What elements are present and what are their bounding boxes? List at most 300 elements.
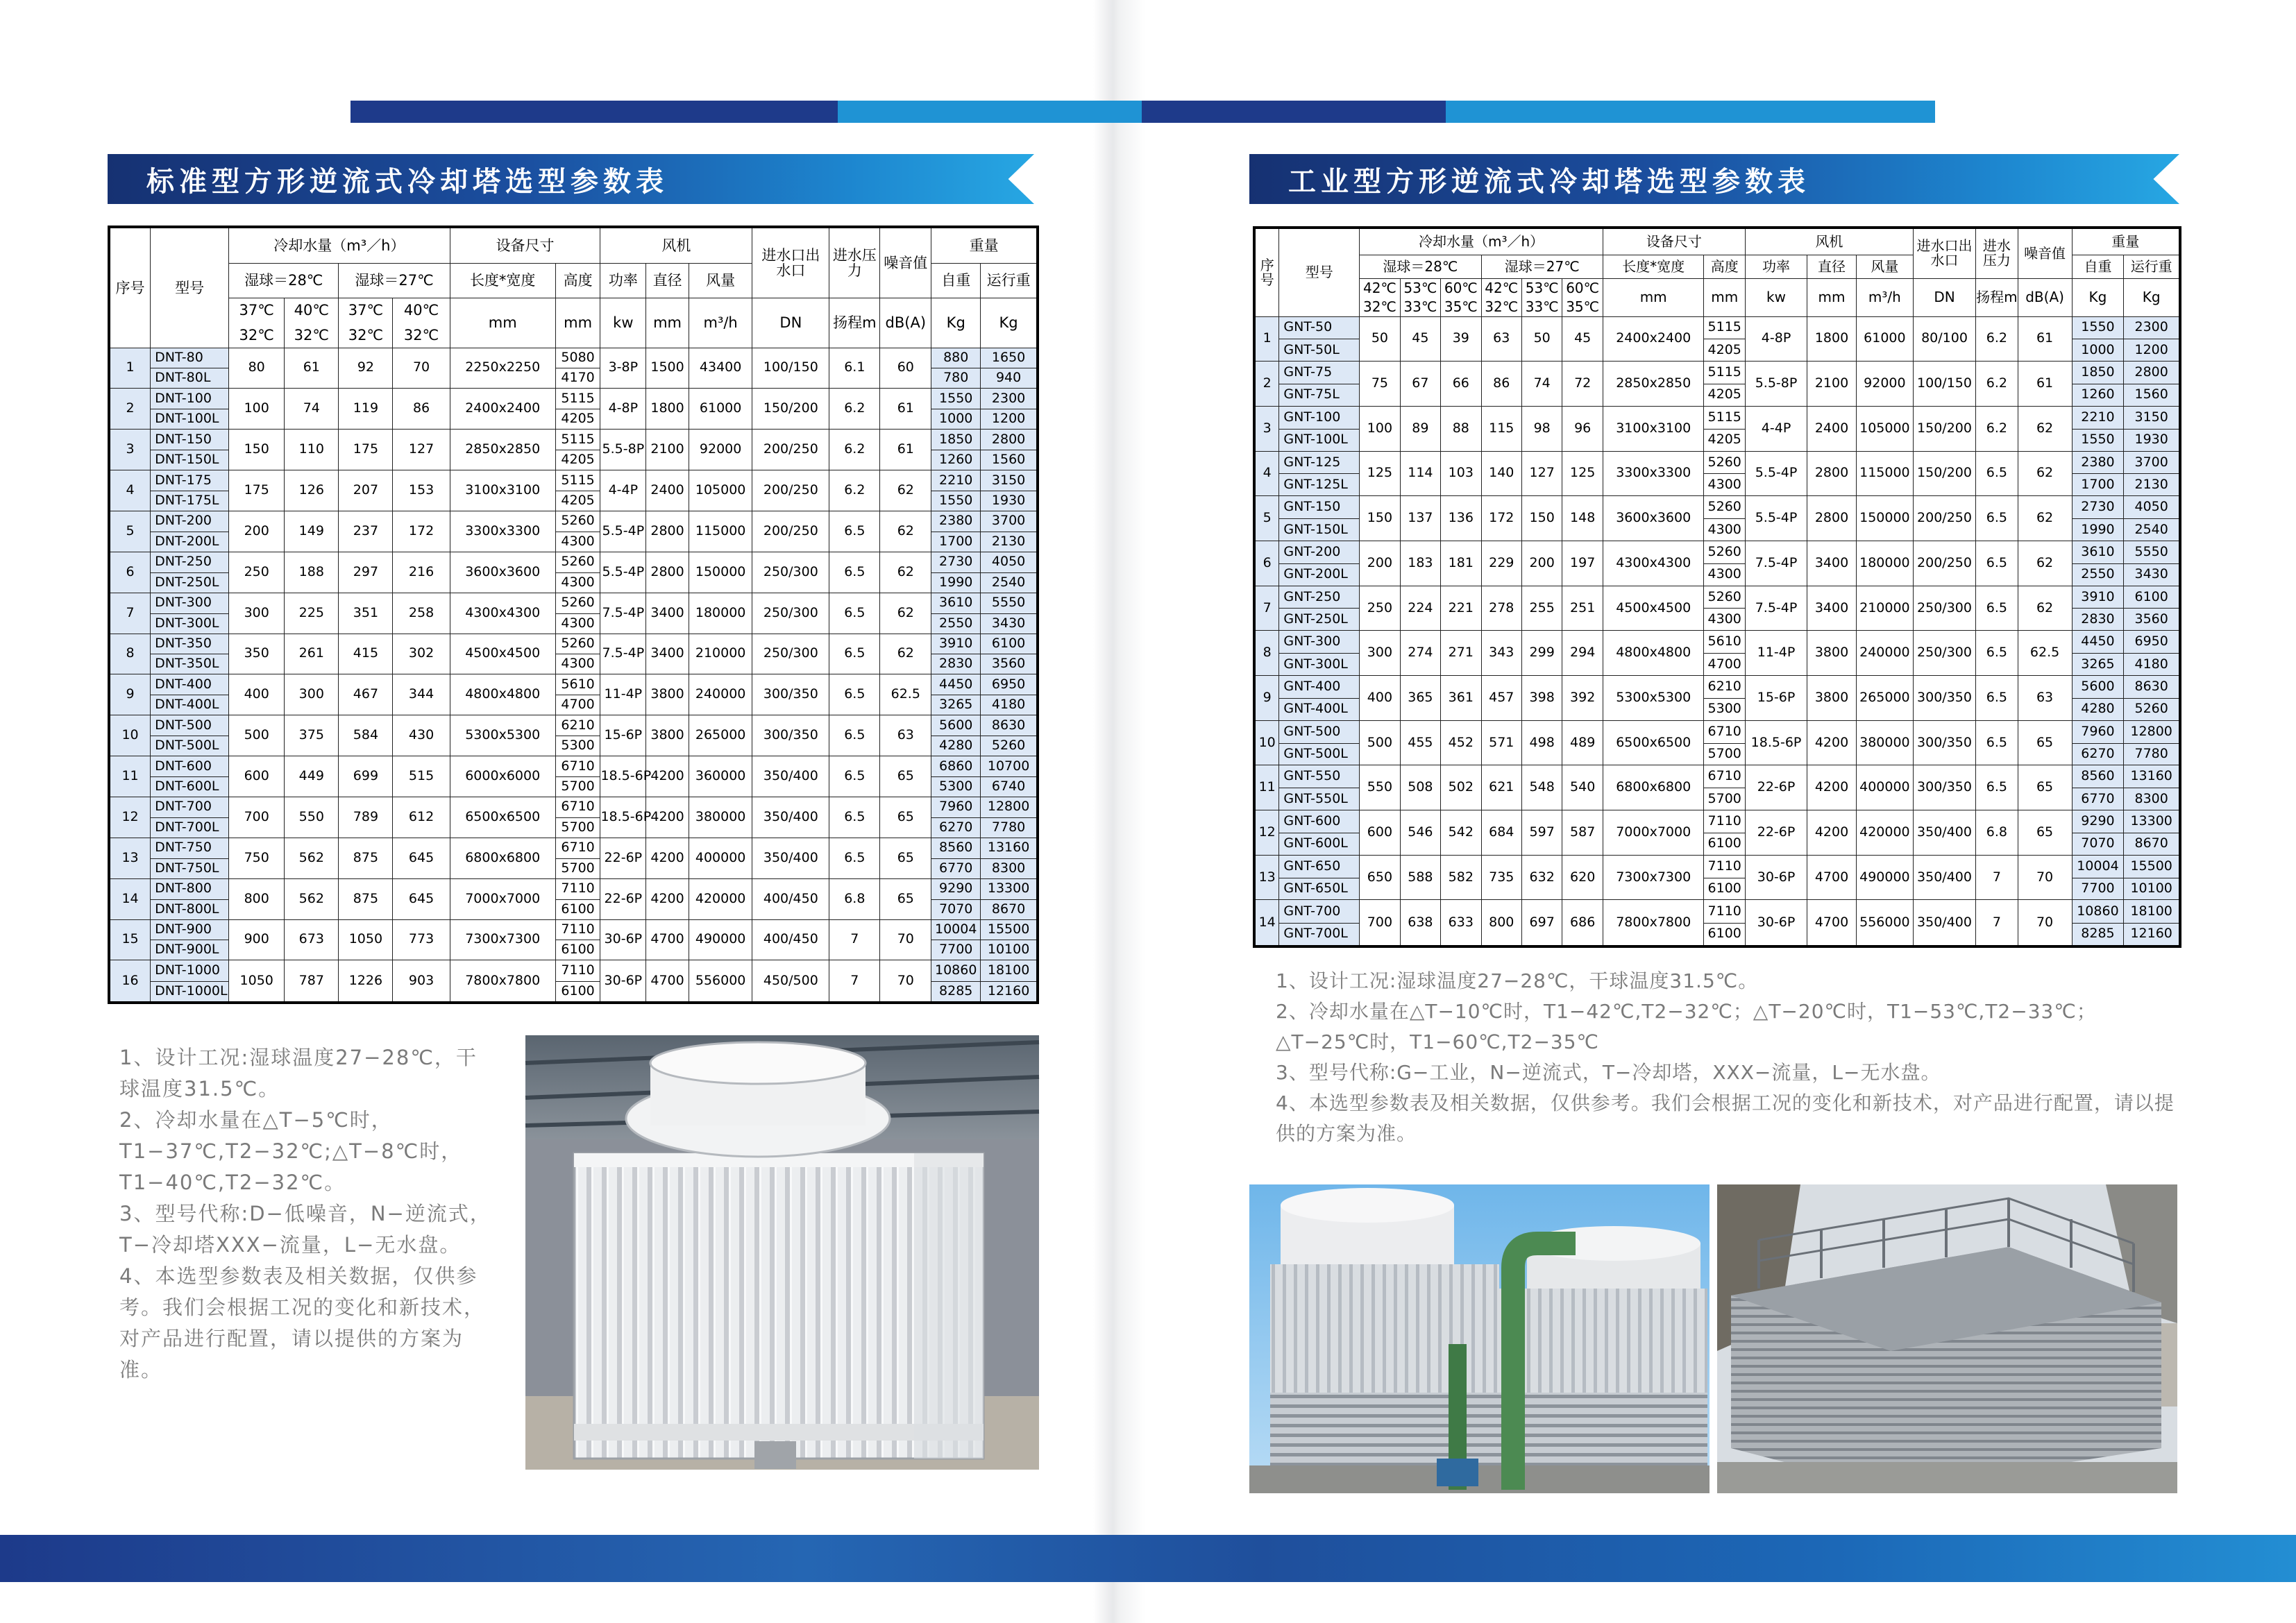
table-cell: 61 <box>2018 362 2072 407</box>
table-cell: 5.5-8P <box>600 430 646 470</box>
table-cell: 6800x6800 <box>450 838 555 878</box>
table-cell: 449 <box>285 756 339 797</box>
table-cell: 1500 <box>646 348 689 389</box>
pair-bottom: 8285 <box>931 981 980 1001</box>
pair-top: GNT-500 <box>1283 723 1341 739</box>
table-cell: 4700 <box>646 919 689 960</box>
col-header: 自重 <box>2072 255 2124 278</box>
pair-bottom: 12160 <box>2124 923 2179 945</box>
table-cell: 4-4P <box>600 470 646 511</box>
paired-cell <box>1704 496 1745 541</box>
paired-cell <box>931 593 981 634</box>
table-cell: 261 <box>285 634 339 674</box>
col-header: 序号 <box>109 227 151 348</box>
table-cell: 6.8 <box>829 878 880 919</box>
paired-cell <box>931 797 981 838</box>
unit-header: kw <box>600 298 646 348</box>
temp-header: 53℃ 33℃ <box>1400 278 1440 316</box>
pair-bottom: 4300 <box>1704 518 1744 541</box>
temp-header: 60℃ 35℃ <box>1441 278 1481 316</box>
pair-top: 13160 <box>987 840 1030 856</box>
table-cell: 114 <box>1400 451 1440 496</box>
table-cell: 62 <box>2018 586 2072 631</box>
pair-top: DNT-350 <box>155 636 212 651</box>
pair-bottom: GNT-125L <box>1279 473 1359 495</box>
table-cell: 6.5 <box>829 838 880 878</box>
pair-bottom: 6770 <box>2073 788 2124 810</box>
pair-top: 5260 <box>561 595 595 611</box>
paired-cell <box>151 756 229 797</box>
unit-header: mm <box>1807 278 1857 316</box>
pair-top: GNT-125 <box>1283 454 1341 470</box>
pair-bottom: 7070 <box>2073 833 2124 855</box>
pair-bottom: 3265 <box>931 695 980 715</box>
paired-cell <box>931 389 981 430</box>
table-cell: 556000 <box>1856 900 1913 946</box>
table-cell: 6000x6000 <box>450 756 555 797</box>
table-cell: 420000 <box>689 878 752 919</box>
pair-bottom: 4300 <box>556 532 600 552</box>
col-header: 自重 <box>931 263 981 298</box>
table-cell: 45 <box>1562 316 1603 362</box>
table-cell: 638 <box>1400 900 1440 946</box>
table-cell: 22-6P <box>1745 810 1807 856</box>
pair-top: 2380 <box>2081 454 2115 470</box>
table-cell: 70 <box>393 348 450 389</box>
left-notes <box>119 1042 498 1386</box>
paired-cell <box>555 756 600 797</box>
table-row <box>1254 720 2180 765</box>
table-cell: 4700 <box>1807 900 1857 946</box>
table-cell: 673 <box>285 919 339 960</box>
paired-cell <box>931 960 981 1003</box>
pair-top: 4450 <box>2081 634 2115 649</box>
pair-bottom: 4300 <box>1704 608 1744 630</box>
pair-top: 5115 <box>561 431 595 447</box>
pair-bottom: 6100 <box>556 899 600 919</box>
col-header: 风量 <box>689 263 752 298</box>
table-cell: 584 <box>339 715 393 756</box>
table-cell: 6.5 <box>1976 496 2018 541</box>
table-row <box>109 715 1038 756</box>
pair-top: 9290 <box>939 881 973 897</box>
pair-bottom: GNT-300L <box>1279 653 1359 675</box>
table-cell: 75 <box>1360 362 1400 407</box>
table-row <box>1254 631 2180 676</box>
pair-top: DNT-1000 <box>155 962 221 978</box>
col-header: 风机 <box>1745 228 1913 255</box>
table-row <box>1254 676 2180 721</box>
paired-cell <box>151 634 229 674</box>
pair-bottom: 3430 <box>2124 563 2179 586</box>
pair-top: 2800 <box>2134 364 2168 380</box>
table-row <box>109 470 1038 511</box>
table-cell: 5.5-4P <box>1745 496 1807 541</box>
paired-cell <box>2072 541 2124 586</box>
table-cell: 200 <box>229 511 285 552</box>
table-cell: 98 <box>1521 406 1562 451</box>
table-cell: 92 <box>339 348 393 389</box>
pair-top: DNT-800 <box>155 881 212 897</box>
left-title-banner <box>108 154 1034 204</box>
table-cell: 224 <box>1400 586 1440 631</box>
table-cell: 6.1 <box>829 348 880 389</box>
table-row <box>1254 316 2180 362</box>
note-item: 1、设计工况:湿球温度27−28℃，干球温度31.5℃。 <box>1276 969 1759 992</box>
paired-cell <box>2124 855 2180 900</box>
table-cell: 15-6P <box>600 715 646 756</box>
pair-top: 3610 <box>2081 543 2115 559</box>
pair-bottom: GNT-250L <box>1279 608 1359 630</box>
table-cell: 210000 <box>689 634 752 674</box>
table-cell: 6.5 <box>1976 720 2018 765</box>
table-cell: 361 <box>1441 676 1481 721</box>
table-cell: 240000 <box>689 674 752 715</box>
pair-bottom: 1200 <box>981 409 1036 429</box>
pair-top: 6950 <box>991 676 1026 692</box>
table-cell: 183 <box>1400 541 1440 586</box>
pair-top: 7110 <box>1707 813 1741 829</box>
table-cell: 400 <box>1360 676 1400 721</box>
table-cell: 12 <box>1254 810 1279 856</box>
pair-bottom: 4205 <box>1704 429 1744 451</box>
table-cell: 3400 <box>646 593 689 634</box>
pair-top: 3150 <box>2134 409 2168 425</box>
pair-top: 8630 <box>2134 678 2168 694</box>
pair-bottom: DNT-700L <box>151 817 228 838</box>
pair-top: 13160 <box>2130 768 2172 784</box>
table-cell: 86 <box>393 389 450 430</box>
industrial-spec-table <box>1253 226 2181 948</box>
table-cell: 7800x7800 <box>1603 900 1704 946</box>
pair-top: DNT-150 <box>155 431 212 447</box>
paired-cell <box>1704 810 1745 856</box>
table-cell: 10 <box>109 715 151 756</box>
paired-cell <box>2072 362 2124 407</box>
unit-header: 扬程m <box>1976 278 2018 316</box>
table-cell: 6500x6500 <box>1603 720 1704 765</box>
paired-cell <box>2124 496 2180 541</box>
pair-top: 3910 <box>939 636 973 651</box>
table-cell: 450/500 <box>752 960 829 1003</box>
table-cell: 172 <box>393 511 450 552</box>
pair-bottom: 8670 <box>2124 833 2179 855</box>
table-row <box>1254 586 2180 631</box>
paired-cell <box>2072 586 2124 631</box>
paired-cell <box>1279 451 1360 496</box>
paired-cell <box>1704 720 1745 765</box>
pair-bottom: 4700 <box>556 695 600 715</box>
pair-bottom: DNT-250L <box>151 572 228 593</box>
right-title: 工业型方形逆流式冷却塔选型参数表 <box>1288 165 1810 198</box>
table-cell: 63 <box>880 715 931 756</box>
table-cell: 360000 <box>689 756 752 797</box>
table-cell: 278 <box>1481 586 1521 631</box>
pair-bottom: 4180 <box>2124 653 2179 675</box>
pair-bottom: 6100 <box>1704 923 1744 945</box>
table-row <box>1254 496 2180 541</box>
table-cell: 4200 <box>1807 765 1857 810</box>
temp-header: 37℃ 32℃ <box>339 298 393 348</box>
paired-cell <box>555 511 600 552</box>
pair-top: 3910 <box>2081 588 2115 604</box>
table-cell: 61 <box>285 348 339 389</box>
pair-top: 1850 <box>2081 364 2115 380</box>
pair-bottom: GNT-150L <box>1279 518 1359 541</box>
table-cell: 5 <box>109 511 151 552</box>
table-cell: 4500x4500 <box>450 634 555 674</box>
table-cell: 5.5-4P <box>600 552 646 593</box>
pair-top: GNT-200 <box>1283 543 1341 559</box>
table-cell: 22-6P <box>600 878 646 919</box>
note-item: 4、本选型参数表及相关数据，仅供参考。我们会根据工况的变化和新技术，对产品进行配置，请以提供的方案为准。 <box>119 1264 486 1382</box>
paired-cell <box>981 552 1038 593</box>
table-cell: 125 <box>1562 451 1603 496</box>
paired-cell <box>1279 631 1360 676</box>
table-cell: 62.5 <box>880 674 931 715</box>
pair-top: DNT-400 <box>155 676 212 692</box>
table-cell: 3600x3600 <box>1603 496 1704 541</box>
pair-bottom: GNT-650L <box>1279 878 1359 900</box>
table-cell: 380000 <box>1856 720 1913 765</box>
table-cell: 7 <box>1976 855 2018 900</box>
pair-bottom: 6270 <box>931 817 980 838</box>
paired-cell <box>555 593 600 634</box>
table-cell: 74 <box>1521 362 1562 407</box>
pair-bottom: 1560 <box>2124 384 2179 406</box>
col-header: 设备尺寸 <box>1603 228 1745 255</box>
right-title-banner <box>1249 154 2179 204</box>
table-cell: 7 <box>1254 586 1279 631</box>
pair-bottom: 5700 <box>556 776 600 797</box>
table-cell: 4500x4500 <box>1603 586 1704 631</box>
table-cell: 612 <box>393 797 450 838</box>
paired-cell <box>2124 720 2180 765</box>
table-cell: 14 <box>109 878 151 919</box>
table-cell: 398 <box>1521 676 1562 721</box>
table-cell: 588 <box>1400 855 1440 900</box>
table-cell: 4-8P <box>1745 316 1807 362</box>
table-cell: 2800 <box>646 552 689 593</box>
table-cell: 65 <box>2018 765 2072 810</box>
table-cell: 70 <box>880 960 931 1003</box>
table-cell: 375 <box>285 715 339 756</box>
table-cell: 2100 <box>1807 362 1857 407</box>
table-cell: 74 <box>285 389 339 430</box>
pair-bottom: 1930 <box>981 491 1036 511</box>
pair-bottom: 6100 <box>556 981 600 1001</box>
table-cell: 400000 <box>689 838 752 878</box>
table-cell: 6.5 <box>829 715 880 756</box>
pair-top: 12800 <box>987 799 1030 815</box>
table-cell: 210000 <box>1856 586 1913 631</box>
pair-top: GNT-550 <box>1283 768 1341 784</box>
pair-top: 3700 <box>2134 454 2168 470</box>
pair-bottom: 2540 <box>981 572 1036 593</box>
table-cell: 3 <box>109 430 151 470</box>
cooling-tower-photo-industrial-2 <box>1717 1184 2177 1493</box>
table-cell: 86 <box>1481 362 1521 407</box>
paired-cell <box>151 552 229 593</box>
pair-bottom: 5700 <box>1704 788 1744 810</box>
paired-cell <box>931 878 981 919</box>
table-cell: 115 <box>1481 406 1521 451</box>
pair-bottom: 1000 <box>2073 339 2124 361</box>
pair-top: 5115 <box>561 472 595 488</box>
paired-cell <box>981 593 1038 634</box>
table-cell: 789 <box>339 797 393 838</box>
table-cell: 30-6P <box>1745 900 1807 946</box>
pair-top: 5610 <box>1707 634 1741 649</box>
pair-bottom: 2830 <box>2073 608 2124 630</box>
table-cell: 632 <box>1521 855 1562 900</box>
table-row <box>109 838 1038 878</box>
paired-cell <box>151 389 229 430</box>
paired-cell <box>555 470 600 511</box>
col-header: 风机 <box>600 227 752 263</box>
table-cell: 3300x3300 <box>450 511 555 552</box>
table-row <box>1254 855 2180 900</box>
pair-bottom: 1700 <box>931 532 980 552</box>
paired-cell <box>931 348 981 389</box>
table-cell: 350 <box>229 634 285 674</box>
pair-top: 10860 <box>935 962 977 978</box>
pair-top: 5260 <box>561 513 595 529</box>
table-cell: 14 <box>1254 900 1279 946</box>
table-cell: 61000 <box>689 389 752 430</box>
table-cell: 255 <box>1521 586 1562 631</box>
paired-cell <box>2072 676 2124 721</box>
pair-bottom: 12160 <box>981 981 1036 1001</box>
paired-cell <box>981 838 1038 878</box>
pair-bottom: DNT-800L <box>151 899 228 919</box>
pair-top: 5550 <box>2134 543 2168 559</box>
table-cell: 4700 <box>646 960 689 1003</box>
paired-cell <box>1279 541 1360 586</box>
pair-top: 6710 <box>561 758 595 774</box>
table-cell: 300 <box>1360 631 1400 676</box>
note-item: 2、冷却水量在△T−10℃时，T1−42℃,T2−32℃；△T−20℃时，T1−53℃,T2−33℃；△T−25℃时，T1−60℃,T2−35℃ <box>1276 1000 2097 1053</box>
table-cell: 207 <box>339 470 393 511</box>
temp-header: 42℃ 32℃ <box>1360 278 1400 316</box>
paired-cell <box>1704 676 1745 721</box>
table-cell: 197 <box>1562 541 1603 586</box>
pair-bottom: GNT-700L <box>1279 923 1359 945</box>
table-row <box>109 511 1038 552</box>
unit-header: m³/h <box>1856 278 1913 316</box>
paired-cell <box>151 960 229 1003</box>
table-cell: 400/450 <box>752 919 829 960</box>
pair-bottom: 2540 <box>2124 518 2179 541</box>
unit-header: Kg <box>2072 278 2124 316</box>
table-cell: 787 <box>285 960 339 1003</box>
table-cell: 300/350 <box>752 674 829 715</box>
paired-cell <box>2124 451 2180 496</box>
pair-bottom: DNT-350L <box>151 654 228 674</box>
col-header: 设备尺寸 <box>450 227 600 263</box>
paired-cell <box>1704 316 1745 362</box>
paired-cell <box>1704 406 1745 451</box>
table-cell: 645 <box>393 838 450 878</box>
col-header: 进水口出水口 <box>752 227 829 298</box>
table-cell: 274 <box>1400 631 1440 676</box>
table-cell: 63 <box>1481 316 1521 362</box>
pair-bottom: 4205 <box>1704 384 1744 406</box>
table-cell: 127 <box>393 430 450 470</box>
table-cell: 65 <box>2018 720 2072 765</box>
pair-bottom: GNT-200L <box>1279 563 1359 586</box>
paired-cell <box>1704 451 1745 496</box>
col-header: 噪音值 <box>2018 228 2072 278</box>
table-cell: 70 <box>880 919 931 960</box>
table-cell: 70 <box>2018 855 2072 900</box>
unit-header: 扬程m <box>829 298 880 348</box>
table-cell: 43400 <box>689 348 752 389</box>
table-cell: 562 <box>285 878 339 919</box>
table-cell: 400 <box>229 674 285 715</box>
table-row <box>1254 810 2180 856</box>
paired-cell <box>2072 720 2124 765</box>
table-cell: 6.5 <box>829 552 880 593</box>
table-cell: 300 <box>285 674 339 715</box>
pair-top: 5260 <box>561 636 595 651</box>
paired-cell <box>931 511 981 552</box>
table-cell: 299 <box>1521 631 1562 676</box>
note-item: 3、型号代称:G−工业，N−逆流式，T−冷却塔，XXX−流量，L−无水盘。 <box>1276 1061 1941 1084</box>
table-cell: 650 <box>1360 855 1400 900</box>
pair-bottom: 7070 <box>931 899 980 919</box>
table-cell: 6.2 <box>829 470 880 511</box>
paired-cell <box>931 715 981 756</box>
table-cell: 686 <box>1562 900 1603 946</box>
pair-top: 5115 <box>561 390 595 406</box>
col-header: 运行重 <box>981 263 1038 298</box>
pair-bottom: 10100 <box>2124 878 2179 900</box>
table-cell: 6.5 <box>829 511 880 552</box>
table-cell: 6.5 <box>829 797 880 838</box>
table-cell: 2850x2850 <box>1603 362 1704 407</box>
pair-bottom: 4205 <box>556 450 600 470</box>
table-cell: 380000 <box>689 797 752 838</box>
table-cell: 350/400 <box>1913 900 1975 946</box>
table-cell: 297 <box>339 552 393 593</box>
pair-top: GNT-50 <box>1283 319 1333 335</box>
pair-bottom: 4300 <box>556 613 600 634</box>
table-cell: 3400 <box>646 634 689 674</box>
pair-bottom: 7780 <box>981 817 1036 838</box>
table-cell: 62 <box>880 470 931 511</box>
pair-bottom: 2550 <box>2073 563 2124 586</box>
table-cell: 489 <box>1562 720 1603 765</box>
pair-bottom: 8670 <box>981 899 1036 919</box>
table-row <box>109 674 1038 715</box>
table-cell: 5.5-4P <box>1745 451 1807 496</box>
table-cell: 50 <box>1521 316 1562 362</box>
table-cell: 6.5 <box>829 756 880 797</box>
table-cell: 490000 <box>1856 855 1913 900</box>
table-cell: 562 <box>285 838 339 878</box>
table-cell: 100/150 <box>1913 362 1975 407</box>
pair-bottom: 1990 <box>2073 518 2124 541</box>
pair-bottom: 3430 <box>981 613 1036 634</box>
pair-top: GNT-600 <box>1283 813 1341 829</box>
pair-bottom: GNT-600L <box>1279 833 1359 855</box>
table-cell: 633 <box>1441 900 1481 946</box>
table-cell: 6.5 <box>829 634 880 674</box>
table-cell: 181 <box>1441 541 1481 586</box>
table-cell: 6.5 <box>1976 541 2018 586</box>
pair-bottom: 4300 <box>556 572 600 593</box>
